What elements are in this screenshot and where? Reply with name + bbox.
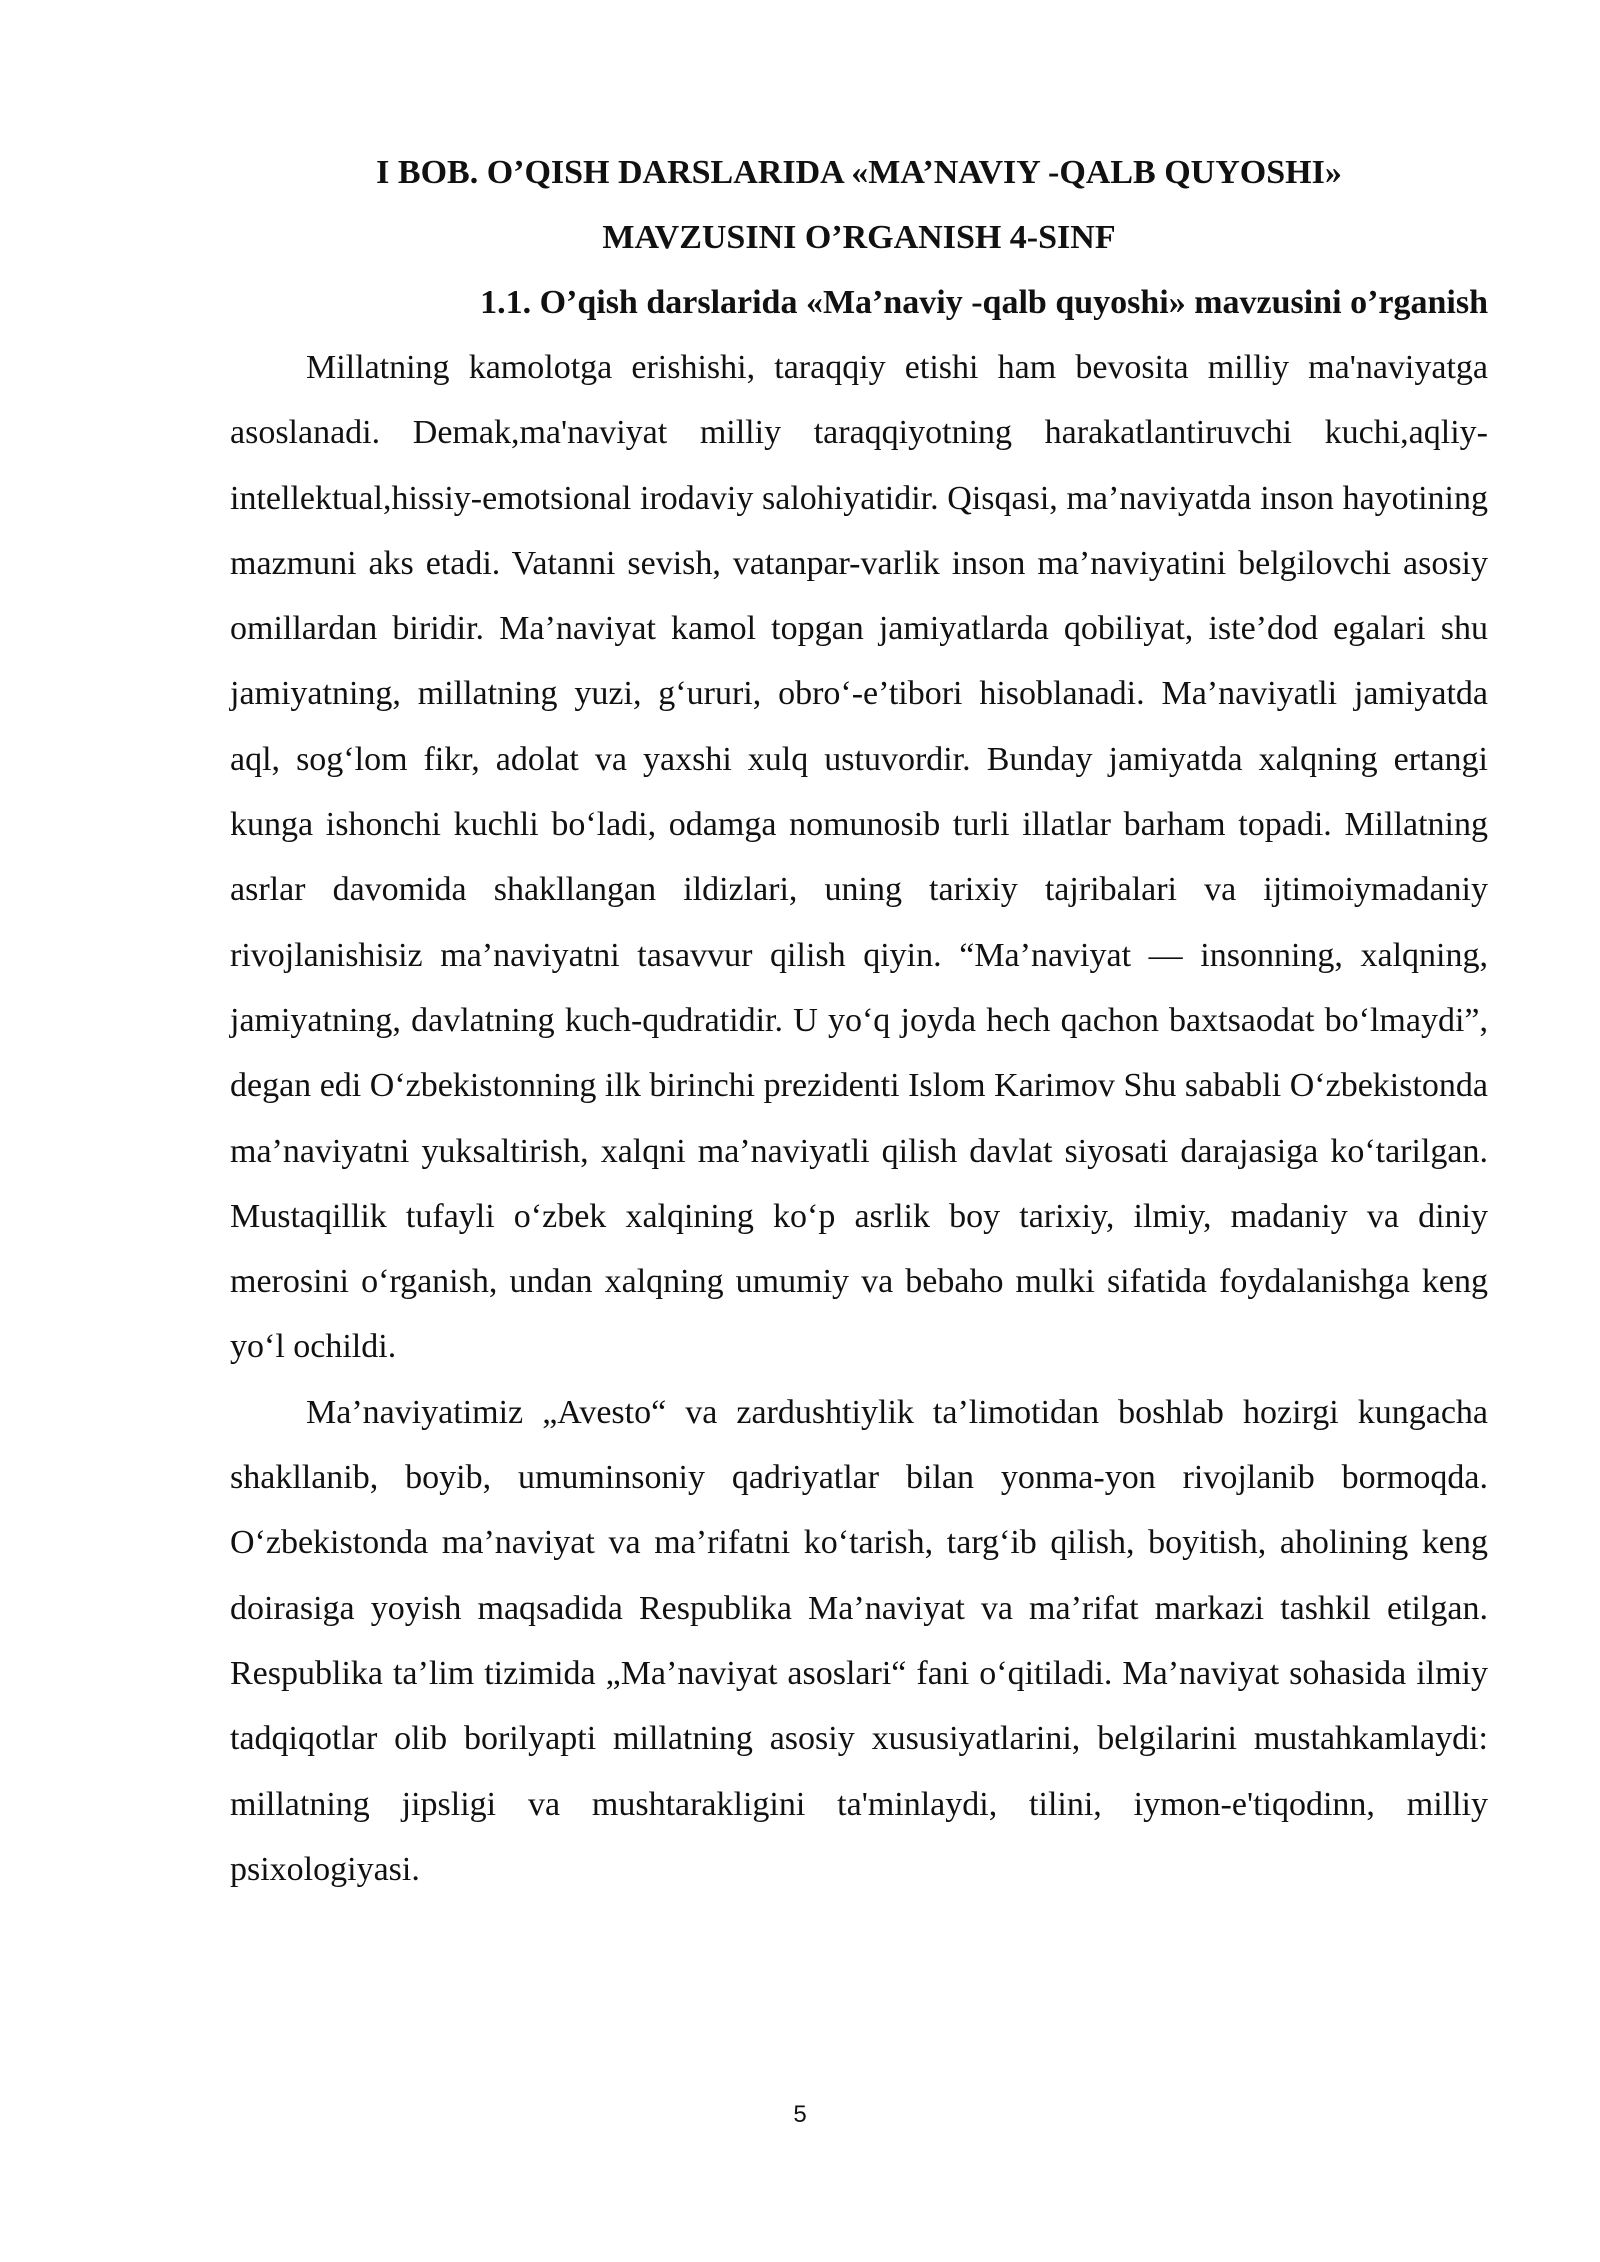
chapter-title-line-2: MAVZUSINI O’RGANISH 4-SINF [602,219,1116,256]
body-paragraph-2: Ma’naviyatimiz „Avesto“ va zardushtiylik ta’limotidan boshlab hozirgi kungacha shakllanib, boyib, umuminsoniy qadriyatlar bilan yonma-yon rivojlanib bormoqda. O‘zbekistonda ma’naviyat va ma’rifatni ko‘tarish, targ‘ib qilish, boyitish, aholining keng doirasiga yoyish maqsadida Respublika Ma’naviyat va ma’rifat markazi tashkil etilgan. Respublika ta’lim tizimida „Ma’naviyat asoslari“ fani o‘qitiladi. Ma’naviyat sohasida ilmiy tadqiqotlar olib borilyapti millatning asosiy xususiyatlarini, belgilarini mustahkamlaydi: millatning jipsligi va mushtarakligini ta'minlaydi, tilini, iymon-e'tiqodinn, milliy psixologiyasi. [230,1393,1488,1888]
page-number: 5 [793,2101,807,2128]
chapter-title [230,140,1488,270]
body-paragraph-1: Millatning kamolotga erishishi, taraqqiy etishi ham bevosita milliy ma'naviyatga asoslanadi. Demak,ma'naviyat milliy taraqqiyotning harakatlantiruvchi kuchi,aqliy-intellektual,hissiy-emotsional irodaviy salohiyatidir. Qisqasi, ma’naviyatda inson hayotining mazmuni aks etadi. Vatanni sevish, vatanpar-varlik inson ma’naviyatini belgilovchi asosiy omillardan biridir. Ma’naviyat kamol topgan jamiyatlarda qobiliyat, iste’dod egalari shu jamiyatning, millatning yuzi, g‘ururi, obro‘-e’tibori hisoblanadi. Ma’naviyatli jamiyatda aql, sog‘lom fikr, adolat va yaxshi xulq ustuvordir. Bunday jamiyatda xalqning ertangi kunga ishonchi kuchli bo‘ladi, odamga nomunosib turli illatlar barham topadi. Millatning asrlar davomida shakllangan ildizlari, uning tarixiy tajribalari va ijtimoiymadaniy rivojlanishisiz ma’naviyatni tasavvur qilish qiyin. “Ma’naviyat — insonning, xalqning, jamiyatning, davlatning kuch-qudratidir. U yo‘q joyda hech qachon baxtsaodat bo‘lmaydi”, degan edi O‘zbekistonning ilk birinchi prezidenti Islom Karimov Shu sababli O‘zbekistonda ma’naviyatni yuksaltirish, xalqni ma’naviyatli qilish davlat siyosati darajasiga ko‘tarilgan. Mustaqillik tufayli o‘zbek xalqining ko‘p asrlik boy tarixiy, ilmiy, madaniy va diniy merosini o‘rganish, undan xalqning umumiy va bebaho mulki sifatida foydalanishga keng yo‘l ochildi. [230,349,1488,1366]
page-content [230,140,1488,1902]
chapter-title-line-1: I BOB. O’QISH DARSLARIDA «MA’NAVIY -QALB QUYOSHI» [376,154,1342,191]
section-title: 1.1. O’qish darslarida «Ma’naviy -qalb quyoshi» mavzusini o’rganish [480,284,1488,321]
